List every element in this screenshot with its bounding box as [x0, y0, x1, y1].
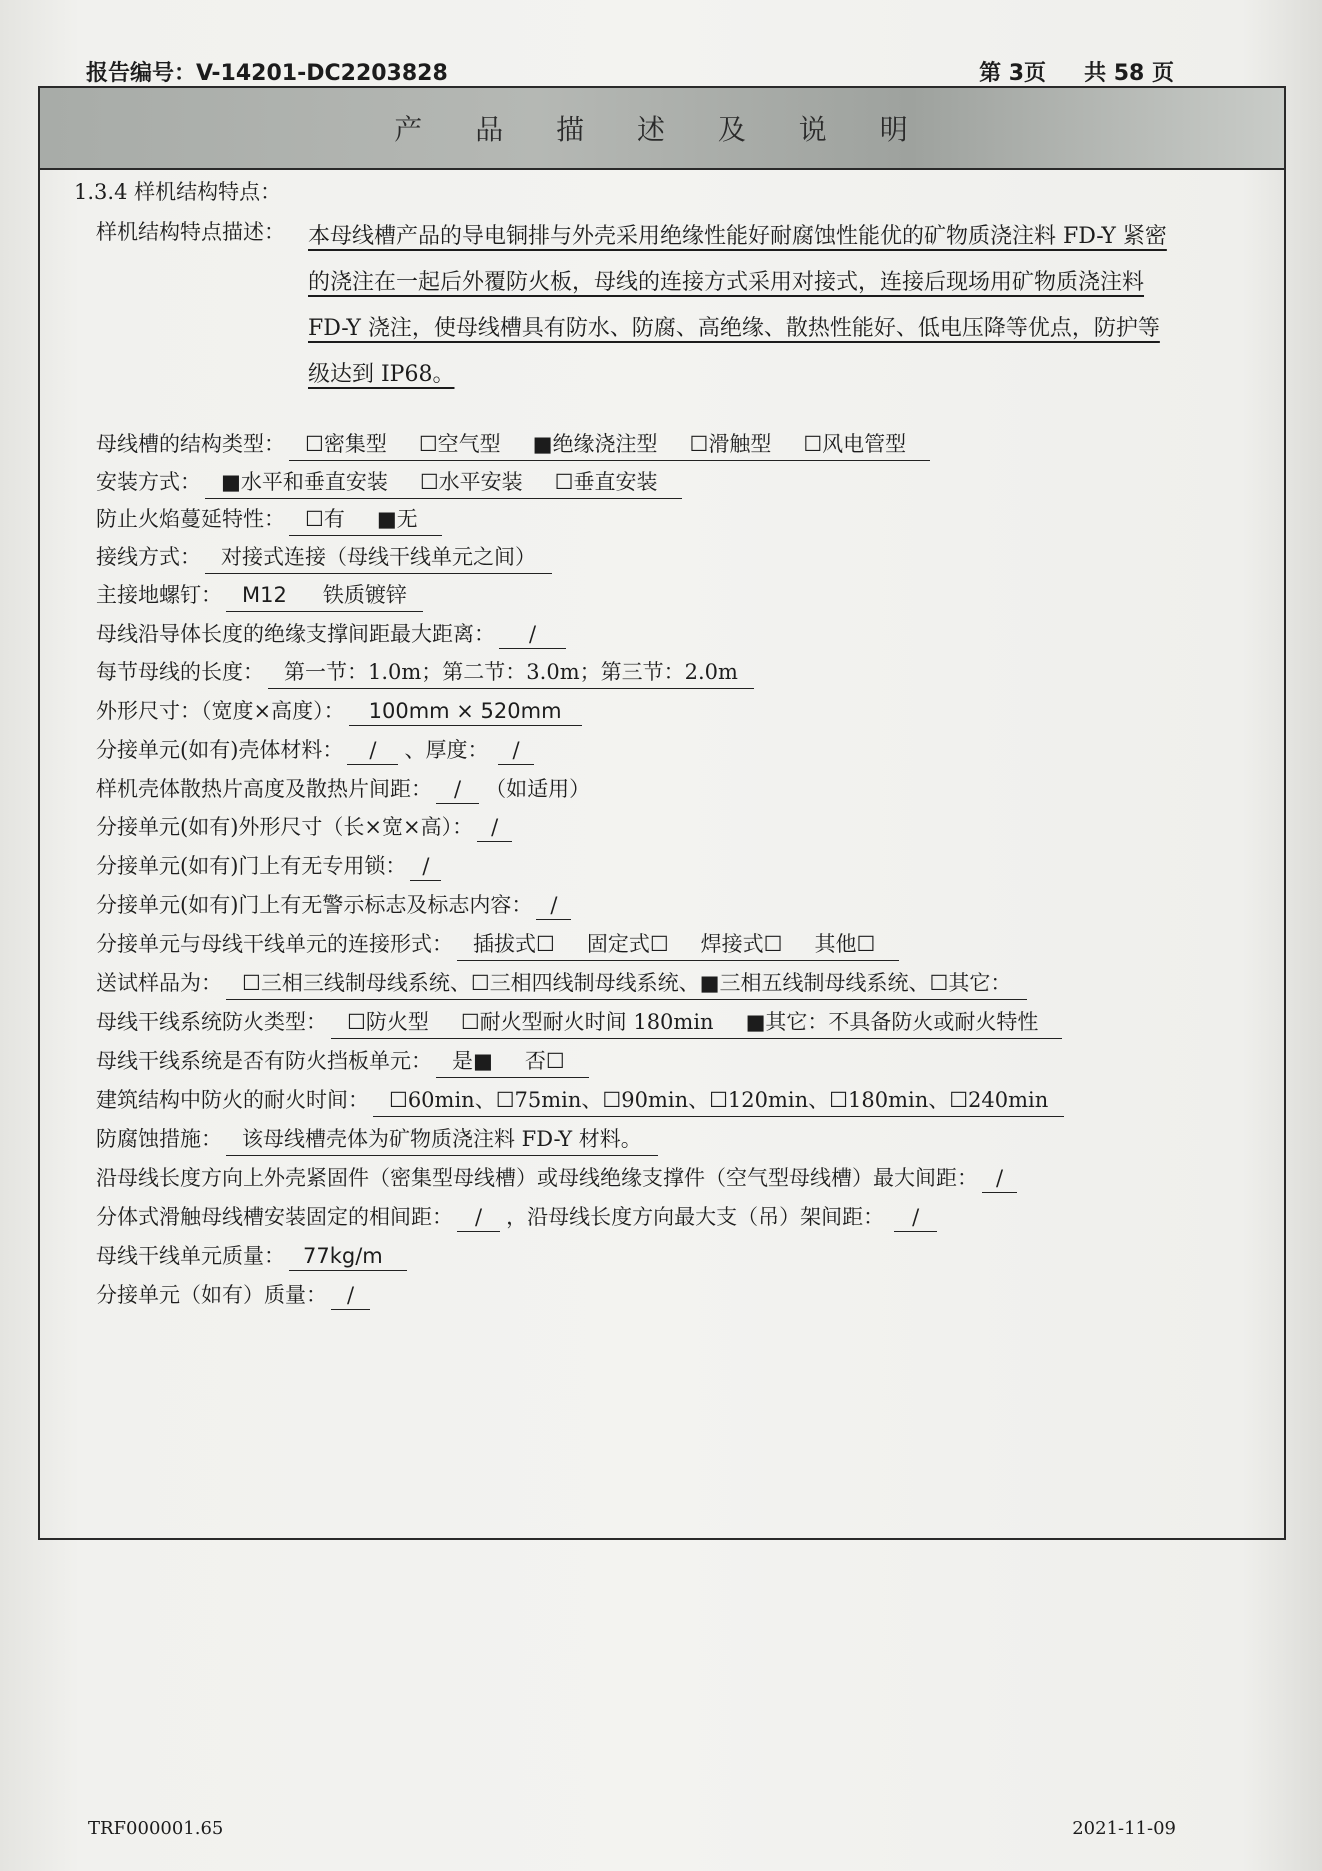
field-label: 分接单元(如有)壳体材料：	[96, 738, 344, 762]
field-sample	[96, 967, 1027, 1000]
section-title: 1.3.4 样机结构特点：	[74, 180, 282, 204]
field-flame	[96, 503, 442, 536]
field-ground-bolt	[96, 579, 423, 612]
field-options	[436, 1045, 589, 1078]
description-line: FD-Y 浇注，使母线槽具有防水、防腐、高绝缘、散热性能好、低电压降等优点，防护等	[308, 316, 1160, 341]
field-install	[96, 466, 682, 499]
field-label: 样机壳体散热片高度及散热片间距：	[96, 777, 432, 801]
option: 焊接式☐	[700, 932, 783, 956]
field-value: 77kg/m	[289, 1244, 407, 1271]
report-number: 报告编号：V-14201-DC2203828	[86, 61, 448, 86]
field-value	[226, 579, 423, 612]
field-value: /	[457, 1205, 500, 1232]
option: ☐风电管型	[803, 432, 907, 456]
field-label: 每节母线的长度：	[96, 660, 264, 684]
page-number: 第 3页	[979, 61, 1047, 86]
page-total: 共 58 页	[1084, 61, 1174, 86]
field-support-distance	[96, 618, 566, 649]
option: ☐密集型	[305, 432, 387, 456]
description-text	[308, 214, 1238, 398]
section-banner: 产 品 描 述 及 说 明	[40, 88, 1284, 170]
option: ☐耐火型耐火时间 180min	[460, 1010, 714, 1034]
field-branch-dimension	[96, 811, 512, 842]
field-label: 母线干线系统是否有防火挡板单元：	[96, 1049, 432, 1073]
field-suffix: （如适用）	[485, 777, 591, 801]
option: ■绝缘浇注型	[532, 432, 658, 456]
field-anticorrosion	[96, 1123, 658, 1156]
field-options	[205, 466, 682, 499]
form-date: 2021-11-09	[1072, 1818, 1176, 1839]
field-value: /	[347, 738, 398, 765]
field-value: /	[410, 854, 441, 881]
field-label: 母线沿导体长度的绝缘支撑间距最大距离：	[96, 622, 495, 646]
option: ☐滑触型	[689, 432, 772, 456]
field-structure-type	[96, 428, 930, 461]
field-value: /	[436, 777, 479, 804]
field-label: 主接地螺钉：	[96, 583, 222, 607]
field-value: /	[499, 622, 566, 649]
field-label: 分接单元(如有)门上有无警示标志及标志内容：	[96, 893, 533, 917]
page-indicator	[941, 56, 1174, 87]
option: ☐空气型	[418, 432, 501, 456]
option: 其他☐	[814, 932, 876, 956]
field-value: /	[477, 815, 512, 842]
field-branch-lock	[96, 850, 441, 881]
field-length	[96, 656, 754, 689]
field-value: /	[536, 893, 571, 920]
field-mass	[96, 1240, 407, 1271]
field-fire-time	[96, 1084, 1064, 1117]
field-value: ☐60min、☐75min、☐90min、☐120min、☐180min、☐240min	[373, 1084, 1064, 1117]
description-line: 级达到 IP68。	[308, 362, 455, 387]
field-label: 外形尺寸：（宽度×高度）：	[96, 699, 345, 723]
option: ☐防火型	[347, 1010, 429, 1034]
field-label: 沿母线长度方向上外壳紧固件（密集型母线槽）或母线绝缘支撑件（空气型母线槽）最大间距：	[96, 1166, 978, 1190]
bolt-size: M12	[242, 583, 287, 607]
field-label: 分接单元(如有)门上有无专用锁：	[96, 854, 407, 878]
field-label: 分接单元与母线干线单元的连接形式：	[96, 932, 453, 956]
field-value: 对接式连接（母线干线单元之间）	[205, 541, 552, 574]
field-options	[457, 928, 899, 961]
field-wiring	[96, 541, 552, 574]
option: 插拔式☐	[473, 932, 555, 956]
field-fire-type	[96, 1006, 1062, 1039]
field-branch-mass	[96, 1279, 370, 1310]
option: ☐水平安装	[419, 470, 523, 494]
field-label: 接线方式：	[96, 545, 201, 569]
field-connection-form	[96, 928, 899, 961]
field-label: 建筑结构中防火的耐火时间：	[96, 1088, 369, 1112]
form-number: TRF000001.65	[88, 1818, 224, 1839]
option: ■水平和垂直安装	[221, 470, 388, 494]
bolt-material: 铁质镀锌	[322, 583, 407, 607]
option: ☐垂直安装	[554, 470, 658, 494]
field-fin	[96, 773, 596, 804]
field-trolley	[96, 1201, 937, 1232]
field-value: /	[331, 1283, 370, 1310]
field-branch-warning	[96, 889, 571, 920]
field-fastener	[96, 1162, 1017, 1193]
field-value: /	[498, 738, 533, 765]
option: 否☐	[524, 1049, 565, 1073]
field-outline	[96, 695, 582, 726]
field-value: /	[894, 1205, 937, 1232]
field-value: ☐三相三线制母线系统、☐三相四线制母线系统、■三相五线制母线系统、☐其它：	[226, 967, 1027, 1000]
field-value: 第一节：1.0m；第二节：3.0m；第三节：2.0m	[268, 656, 754, 689]
option: ☐有	[305, 507, 345, 531]
option: 是■	[452, 1049, 493, 1073]
option: ■无	[376, 507, 418, 531]
field-value: /	[982, 1166, 1017, 1193]
field-options	[289, 428, 930, 461]
option: 固定式☐	[586, 932, 669, 956]
field-label: 、厚度：	[404, 738, 489, 762]
field-label: 防止火焰蔓延特性：	[96, 507, 285, 531]
field-fire-barrier	[96, 1045, 589, 1078]
field-branch-material	[96, 734, 534, 765]
field-label: 母线干线系统防火类型：	[96, 1010, 327, 1034]
field-label: 分接单元（如有）质量：	[96, 1283, 327, 1307]
field-label: 母线槽的结构类型：	[96, 432, 285, 456]
field-label: 送试样品为：	[96, 971, 222, 995]
field-options	[289, 503, 442, 536]
description-label: 样机结构特点描述：	[96, 220, 285, 244]
description-line: 的浇注在一起后外覆防火板，母线的连接方式采用对接式，连接后现场用矿物质浇注料	[308, 270, 1145, 295]
field-label: 防腐蚀措施：	[96, 1127, 222, 1151]
description-line: 本母线槽产品的导电铜排与外壳采用绝缘性能好耐腐蚀性能优的矿物质浇注料 FD-Y 紧密	[308, 224, 1167, 249]
option: ■其它：不具备防火或耐火特性	[745, 1010, 1039, 1034]
field-label: 母线干线单元质量：	[96, 1244, 285, 1268]
field-value: 100mm × 520mm	[349, 699, 582, 726]
field-label: 分接单元(如有)外形尺寸（长×宽×高）：	[96, 815, 474, 839]
field-label: ，沿母线长度方向最大支（吊）架间距：	[506, 1205, 885, 1229]
field-options	[331, 1006, 1062, 1039]
field-value: 该母线槽壳体为矿物质浇注料 FD-Y 材料。	[226, 1123, 658, 1156]
form-frame	[38, 86, 1286, 1540]
field-label: 安装方式：	[96, 470, 201, 494]
field-label: 分体式滑触母线槽安装固定的相间距：	[96, 1205, 453, 1229]
